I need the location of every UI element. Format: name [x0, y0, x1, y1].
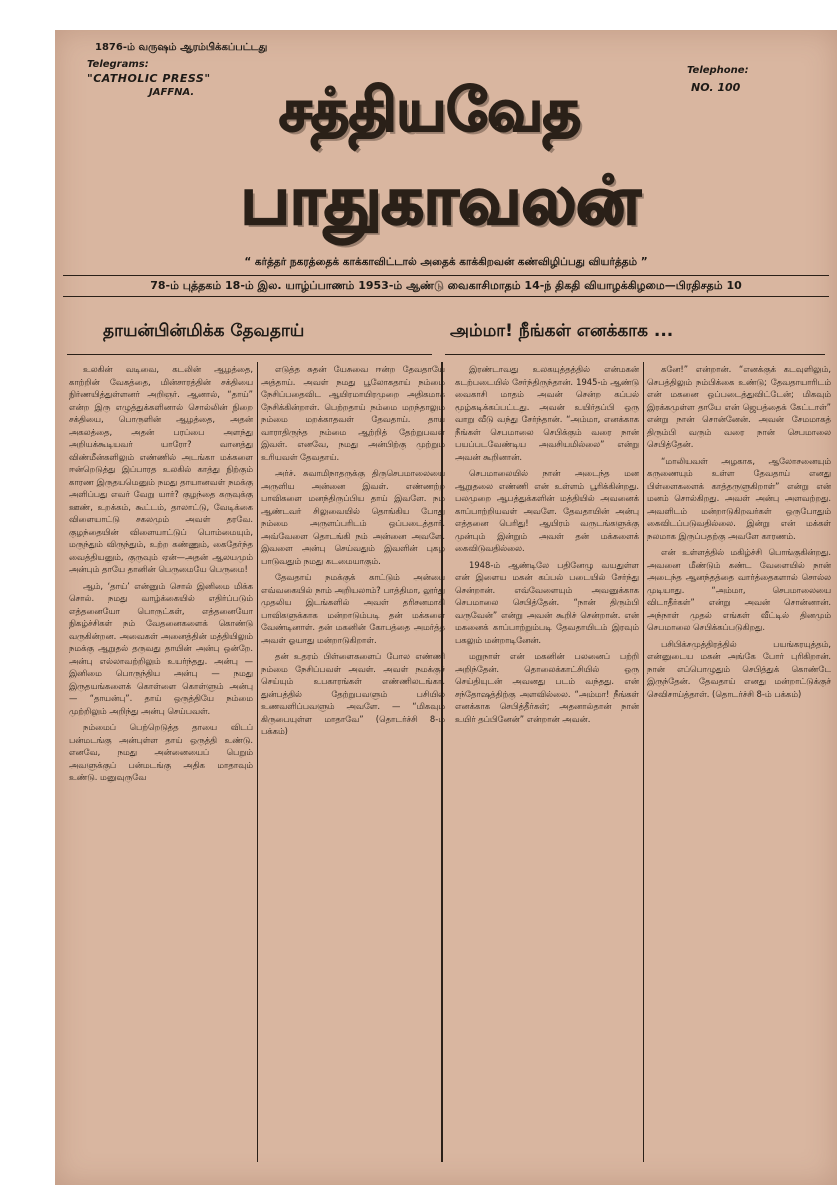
column-1-paragraph-3: நம்மைப் பெற்றெடுத்த தாயை விடப் பன்மடங்கு அன்புள்ள தாய் ஒருத்தி உண்டு. எனவே, நமது அன்னையைப் பெறும் அவளுக்குப் பன்மடங்கு அதிக மாதாவும் உண்டு. மனுவுருவே — [69, 722, 253, 782]
column-4-paragraph-1: கனே!” என்றான். “எனக்குக் கடவுளிலும், செபத்திலும் நம்பிக்கை உண்டு; தேவதாயாரிடம் என் மகனை ஒப்படைத்துவிட்டேன்; மிகவும் இரக்கமுள்ள தாயே என் ஜெபத்தைக் கேட்டாள்” என்று நான் சொன்னேன். அவன் சேமமாகத் திரும்பி வரும் வரை நான் செபமாலை செபித்தேன். — [647, 364, 831, 449]
column-3-paragraph-3: 1948-ம் ஆண்டிலே பதினேழு வயதுள்ள என் இளைய மகன் கப்பல் படையில் சேர்ந்து சென்றான். எவ்வேளையும் அவனுக்காக செபமாலை செபித்தேன். “நான் திரும்பி வருவேன்” என்று அவன் கூறிச் சென்றான். என் மகனைக் காப்பாற்றும்படி தேவதாயிடம் இரவும் பகலும் மன்றாடினேன். — [455, 559, 639, 645]
article-headline-left: தாயன்பின்மிக்க தேவதாய் — [103, 321, 305, 341]
founded-note: 1876-ம் வருஷம் ஆரம்பிக்கப்பட்டது — [95, 42, 268, 53]
newspaper-page — [55, 30, 837, 1185]
article-column-1 — [69, 363, 253, 1153]
masthead-title-line2: பாதுகாவலன் — [240, 162, 641, 239]
telegrams-block — [87, 58, 211, 100]
column-4-paragraph-4: பசிபிக்சமுத்திரத்தில் பயங்கரயுத்தம், என்னுடைய மகன் அங்கே போர் புரிகிறான். நான் எப்பொழுதும் செபித்துக் கொண்டே இருந்தேன். தேவதாய் எனது மன்றாட்டுக்குச் செவிசாய்த்தாள். (தொடர்ச்சி 8-ம் பக்கம்) — [647, 638, 831, 699]
masthead-title-line1: சத்தியவேத — [279, 76, 581, 144]
telegrams-label: Telegrams: — [87, 59, 149, 70]
telephone-label: Telephone: — [687, 65, 749, 76]
column-3-paragraph-1: இரண்டாவது உலகயுத்தத்தில் என்மகன் கடற்படையில் சேர்ந்திருந்தான். 1945-ம் ஆண்டு வைகாசி மாதம் அவன் சென்ற கப்பல் மூழ்கடிக்கப்பட்டது. அவன் உயிர்தப்பி ஒரு வாறு வீடு வந்து சேர்ந்தான். “அம்மா, எனக்காக நீங்கள் செபமாலை செபிக்கும் வரை நான் பயப்படவேண்டிய அவசியமில்லை” என்று அவன் கூறினான். — [455, 364, 639, 462]
column-4-paragraph-3: என் உள்ளத்தில் மகிழ்ச்சி பொங்குகின்றது. அவனை மீண்டும் கண்ட வேளையில் நான் அடைந்த ஆனந்தத்தை வார்த்தைகளால் சொல்ல முடியாது. “அம்மா, செபமாலையை விடாதீர்கள்” என்று அவன் சொன்னான். அந்நாள் முதல் எங்கள் வீட்டில் தினமும் செபமாலை செபிக்கப்படுகிறது. — [647, 547, 831, 632]
column-2-paragraph-3: தேவதாய் நமக்குக் காட்டும் அன்பை எவ்வகையில் நாம் அறியலாம்? பாத்திமா, லூர்து முதலிய இடங்களில் அவள் தரிசனமாகி பாவிகளுக்காக மன்றாடும்படி தன் மக்களை வேண்டினாள். தன் மகனின் கோபத்தை அமர்த்த அவள் ஓயாது மன்றாடுகிறாள். — [261, 572, 445, 645]
column-2-paragraph-4: தன் உதரம் பிள்ளைகளைப் போல எண்ணி நம்மை நேசிப்பவள் அவள். அவள் நமக்குச் செய்யும் உபகாரங்கள் எண்ணிலடங்கா. துன்பத்தில் தேற்றுபவளும் பசியில் உணவளிப்பவளும் அவளே. — “மிகவும் கிருபையுள்ள மாதாவே” (தொடர்ச்சி 8-ம் பக்கம்) — [261, 651, 445, 736]
headline-rule-right — [445, 354, 825, 355]
telephone-block — [687, 62, 749, 96]
telegrams-value: "CATHOLIC PRESS" — [87, 72, 211, 85]
column-divider-1 — [257, 362, 258, 1162]
column-4-paragraph-2: “மாலியவள் அழகாக, ஆலோசனையும் கருணையும் உள்ள தேவதாய் எனது பிள்ளைகளைக் காத்தருளுகிறாள்” என்று என் மனம் சொல்கிறது. அவள் அன்பு அளவற்றது. அவளிடம் மன்றாடுகிறவர்கள் ஒருபோதும் கைவிடப்படுவதில்லை. இன்று என் மக்கள் நலமாக இருப்பதற்கு அவளே காரணம். — [647, 455, 831, 541]
telephone-number: NO. 100 — [691, 81, 741, 94]
column-2-paragraph-1: எடுத்த சுதன் யேசுவை ஈன்ற தேவதாயே அத்தாய். அவள் நமது பூலோகதாய் நம்மை நேசிப்பதைவிட ஆயிரமாயிரமுறை அதிகமாக நேசிக்கின்றாள். பெற்றதாய் நம்மை மறந்தாலும் நம்மை மறக்காதவள் தேவதாய். தாய் வாராதிருந்த நம்மை ஆற்றித் தேற்றுபவள் இவள். எனவே, நமது அன்பிற்கு முற்றும் உரியவள் தேவதாய். — [261, 364, 445, 462]
article-divider — [441, 362, 443, 1162]
column-1-paragraph-2: ஆம், ‘தாய்’ என்னும் சொல் இனிமை மிக்க சொல். நமது வாழ்க்கையில் எதிர்ப்படும் எத்தனையோ பொருட்கள், எத்தனையோ நிகழ்ச்சிகள் நம் வேதனைகளைக் கொண்டு வருகின்றன. அவைகள் அனைத்தின் மத்தியிலும் நமக்கு ஆறுதல் தருவது தாயின் அன்பு ஒன்றே. அன்பு எல்லாவற்றிலும் உயர்ந்தது. அன்பு — இனிமை பொருந்திய அன்பு — நமது இருதயங்களைக் கொள்ளை கொள்ளும் அன்பு — “தாயன்பு”. தாய் ஒருத்தியே நம்மை முற்றிலும் அறிந்து அன்பு செய்பவள். — [69, 580, 253, 716]
column-3-paragraph-4: மறுநாள் என் மகனின் பலனைப் பற்றி அறிந்தேன். தொலைக்காட்சியில் ஒரு செய்தியுடன் அவனது படம் வந்தது. என் சந்தோஷத்திற்கு அளவில்லை. “அம்மா! நீங்கள் எனக்காக செபித்தீர்கள்; அதனால்தான் நான் உயிர் தப்பினேன்” என்றான் அவன். — [455, 651, 639, 724]
masthead-rule-top — [63, 275, 829, 276]
dateline: 78-ம் புத்தகம் 18-ம் இல. யாழ்ப்பாணம் 1953-ம் ஆண்டு வைகாசிமாதம் 14-ந் திகதி வியாழக்கிழமை—பிரதிசதம் 10 — [150, 279, 742, 292]
article-column-2 — [261, 363, 445, 1153]
column-1-paragraph-1: உலகின் வடிவை, கடலின் ஆழத்தை, காற்றின் வேகத்தை, மின்சாரத்தின் சக்தியை நிர்ணயித்துள்ளனர் அறிஞர். ஆனால், “தாய்” என்ற இரு எழுத்துக்களினால் சொல்லின் நிறை சக்தியை, பொருளின் ஆழத்தை, அதன் அகலத்தை, அதன் பரப்பை அளந்து அறியக்கூடியவர் யாரோ? வானத்து விண்மீன்களிலும் எண்ணில் அடங்கா மக்களை ஈன்றெடுத்து இப்பாரத உலகில் காத்து நிற்கும் காரண இருதயமெனும் நமது தாயானவள் நமக்கு அளிப்பது எவர் வேறு யார்? குழந்தை கருவுக்கு ஊண், உறக்கம், கூட்டம், தாலாட்டு, வேடிக்கை விளையாட்டு சகலமும் அவள் தரவே. குழந்தையின் விளையாட்டுப் பொம்மையும், மருந்தும் விருந்தும், உற்ற கண்ணும், கைதேர்ந்த வைத்தியனும், குருவும் ஏன்—அதன் ஆலயமும் அன்பும் தாயே தானின் பெருமையே பெருமை! — [69, 364, 253, 574]
article-headline-right: அம்மா! நீங்கள் எனக்காக ... — [450, 321, 674, 341]
article-column-3 — [455, 363, 639, 1153]
column-divider-3 — [643, 362, 644, 1162]
column-3-paragraph-2: செபமாலையில் நான் அடைந்த மன ஆறுதலை எண்ணி என் உள்ளம் பூரிக்கின்றது. பலமுறை ஆபத்துக்களின் மத்தியில் அவனைக் காப்பாற்றியவள் அவளே. தேவதாயின் அன்பு எத்தனை பெரிது! ஆயிரம் வருடங்களுக்கு முன்பும் இன்றும் அவள் தன் மக்களைக் கைவிடுவதில்லை. — [455, 468, 639, 553]
column-2-paragraph-2: அர்ச். சுவாமிநாதருக்கு திருசெபமாலையை அருளிய அன்னை இவள். எண்ணற்ற பாவிகளை மனந்திருப்பிய தாய் இவளே. நம் ஆண்டவர் சிலுவையில் தொங்கிய போது நம்மை அருளப்பரிடம் ஒப்படைத்தார். அவ்வேளை தொடங்கி நம் அன்னை அவளே. இவளை அன்பு செய்வதும் இவளின் புகழ் பாடுவதும் நமது கடமையாகும். — [261, 468, 445, 566]
masthead-rule-bottom — [63, 296, 829, 297]
masthead-motto: “ கர்த்தர் நகரத்தைக் காக்காவிட்டால் அதைக் காக்கிறவன் கண்விழிப்பது வியர்த்தம் ” — [244, 256, 648, 268]
article-column-4 — [647, 363, 831, 1153]
headline-rule-left — [67, 354, 432, 355]
telegrams-city: JAFFNA. — [149, 87, 195, 98]
